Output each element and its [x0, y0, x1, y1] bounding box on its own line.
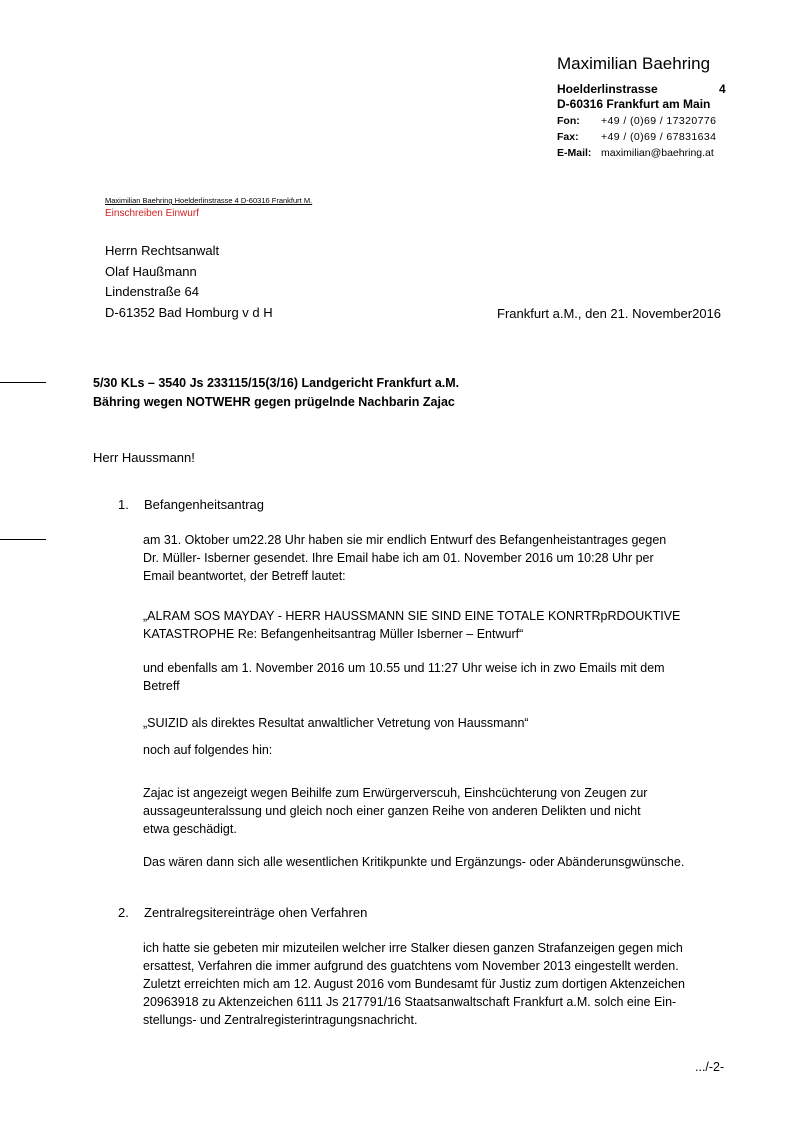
subject-line-1: 5/30 KLs – 3540 Js 233115/15(3/16) Landgericht Frankfurt a.M.	[93, 376, 460, 390]
sender-fax-row	[557, 131, 716, 143]
fon-label: Fon:	[557, 115, 580, 127]
text-line: am 31. Oktober um22.28 Uhr haben sie mir endlich Entwurf des Befangenheistantrages gegen	[143, 533, 667, 547]
text-line: stellungs- und Zentralregisterintragungsnachricht.	[143, 1013, 418, 1027]
section-1-quote-1	[143, 607, 743, 643]
fon-number: +49 / (0)69 / 17320776	[601, 115, 717, 127]
email-address: maximilian@baehring.at	[601, 147, 714, 159]
section-1-paragraph-2	[143, 659, 743, 695]
recipient-address	[105, 241, 273, 323]
text-line: KATASTROPHE Re: Befangenheitsantrag Müller Isberner – Entwurf“	[143, 627, 524, 641]
section-1-paragraph-3: noch auf folgendes hin:	[143, 743, 273, 757]
section-1-heading	[118, 497, 264, 512]
fold-mark-top	[0, 382, 46, 383]
subject-line-2: Bähring wegen NOTWEHR gegen prügelnde Nachbarin Zajac	[93, 395, 455, 409]
section-2-title: Zentralregsitereinträge ohen Verfahren	[144, 905, 368, 920]
registered-mail-notice: Einschreiben Einwurf	[105, 208, 199, 219]
text-line: etwa geschädigt.	[143, 822, 237, 836]
fold-mark-middle	[0, 539, 46, 540]
section-1-number: 1.	[118, 497, 129, 512]
section-1-paragraph-5: Das wären dann sich alle wesentlichen Kritikpunkte und Ergänzungs- oder Abänderunsgwünsche.	[143, 855, 685, 869]
text-line: Email beantwortet, der Betreff lautet:	[143, 569, 346, 583]
text-line: 20963918 zu Aktenzeichen 6111 Js 217791/16 Staatsanwaltschaft Frankfurt a.M. solch eine Ein-	[143, 995, 677, 1009]
text-line: Dr. Müller- Isberner gesendet. Ihre Email habe ich am 01. November 2016 um 10:28 Uhr per	[143, 551, 654, 565]
return-address: Maximilian Baehring Hoelderlinstrasse 4 D-60316 Frankfurt M.	[105, 196, 313, 205]
date-line: Frankfurt a.M., den 21. November2016	[497, 306, 722, 321]
sender-email-row	[557, 147, 714, 159]
email-label: E-Mail:	[557, 147, 592, 159]
text-line: aussageunteralssung und gleich noch einer ganzen Reihe von anderen Delikten und nicht	[143, 804, 641, 818]
text-line: „ALRAM SOS MAYDAY - HERR HAUSSMANN SIE SIND EINE TOTALE KONRTRpRDOUKTIVE	[143, 609, 681, 623]
recipient-line-3: Lindenstraße 64	[105, 284, 199, 299]
recipient-line-4: D-61352 Bad Homburg v d H	[105, 304, 273, 320]
sender-street: Hoelderlinstrasse	[557, 82, 658, 96]
text-line: ersattest, Verfahren die immer aufgrund des guatchtens vom November 2013 eingestellt werden.	[143, 959, 679, 973]
sender-fon-row	[557, 115, 716, 127]
section-2-heading	[118, 905, 367, 920]
section-1-paragraph-4	[143, 784, 743, 838]
section-2-number: 2.	[118, 905, 129, 920]
sender-city: D-60316 Frankfurt am Main	[557, 97, 711, 111]
page-indicator: .../-2-	[695, 1060, 725, 1074]
fax-label: Fax:	[557, 131, 579, 143]
text-line: Betreff	[143, 679, 180, 693]
section-1-title: Befangenheitsantrag	[144, 497, 264, 512]
fax-number: +49 / (0)69 / 67831634	[601, 131, 717, 143]
text-line: Zuletzt erreichten mich am 12. August 2016 vom Bundesamt für Justiz zum dortigen Aktenzeichen	[143, 977, 685, 991]
recipient-line-2: Olaf Haußmann	[105, 263, 197, 279]
sender-house-number: 4	[719, 82, 726, 96]
section-2-paragraph-1	[143, 939, 743, 1029]
salutation: Herr Haussmann!	[93, 450, 195, 465]
recipient-line-1: Herrn Rechtsanwalt	[105, 243, 220, 258]
sender-name: Maximilian Baehring	[557, 54, 711, 73]
section-1-paragraph-1	[143, 531, 743, 585]
section-1-quote-2: „SUIZID als direktes Resultat anwaltlicher Vetretung von Haussmann“	[143, 716, 529, 730]
text-line: und ebenfalls am 1. November 2016 um 10.55 und 11:27 Uhr weise ich in zwo Emails mit dem	[143, 661, 665, 675]
text-line: Zajac ist angezeigt wegen Beihilfe zum Erwürgerverscuh, Einshcüchterung von Zeugen zur	[143, 786, 648, 800]
text-line: ich hatte sie gebeten mir mizuteilen welcher irre Stalker diesen ganzen Strafanzeigen gegen mich	[143, 941, 683, 955]
subject	[93, 374, 459, 412]
